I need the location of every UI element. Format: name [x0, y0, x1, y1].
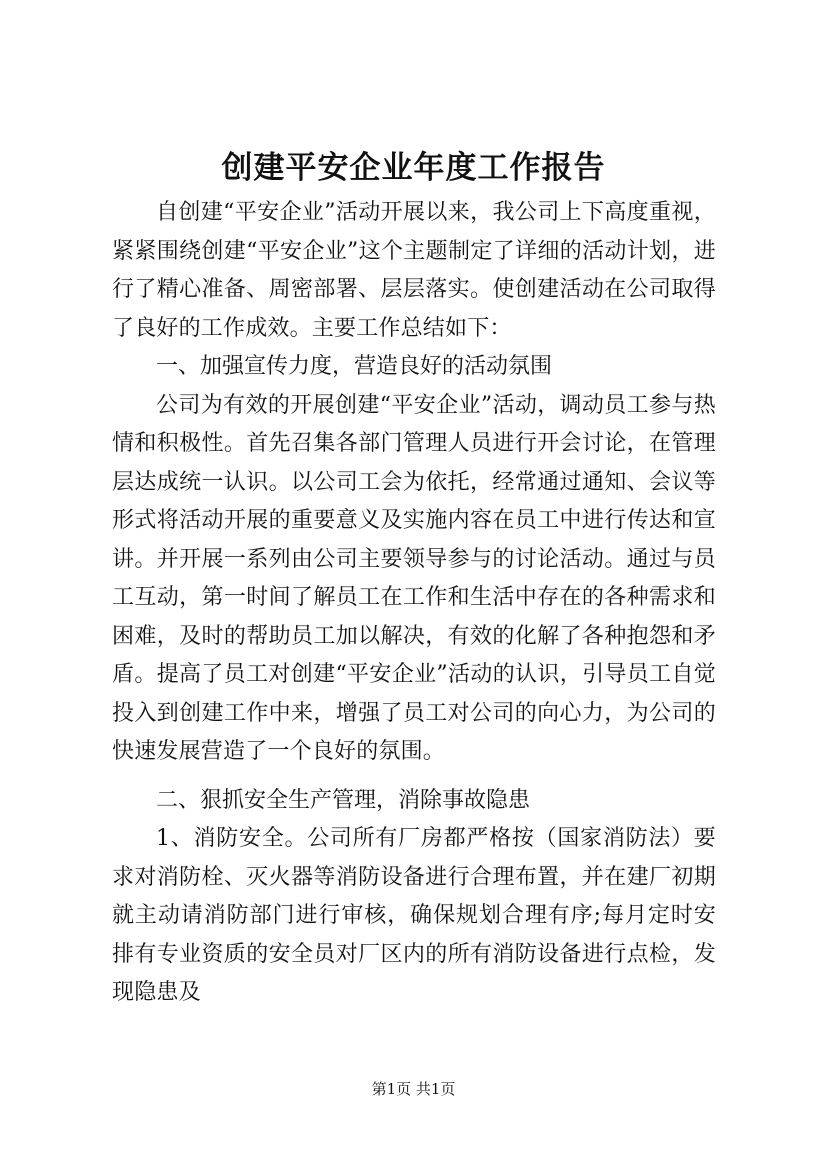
section-heading-2: 二、狠抓安全生产管理，消除事故隐患: [156, 787, 531, 813]
document-title: 创建平安企业年度工作报告: [221, 150, 606, 186]
section-1-paragraph: 公司为有效的开展创建“平安企业”活动，调动员工参与热情和积极性。首先召集各部门管理人员进行开会讨论，在管理层达成统一认识。以公司工会为依托，经常通过通知、会议等形式将活动开展的重要意义及实施内容在员工中进行传达和宣讲。并开展一系列由公司主要领导参与的讨论活动。通过与员工互动，第一时间了解员工在工作和生活中存在的各种需求和困难，及时的帮助员工加以解决，有效的化解了各种抱怨和矛盾。提高了员工对创建“平安企业”活动的认识，引导员工自觉投入到创建工作中来，增强了员工对公司的向心力，为公司的快速发展营造了一个良好的氛围。: [112, 392, 716, 764]
section-2-paragraph: 1、消防安全。公司所有厂房都严格按（国家消防法）要求对消防栓、灭火器等消防设备进行合理布置，并在建厂初期就主动请消防部门进行审核，确保规划合理有序;每月定时安排有专业资质的安全员对厂区内的所有消防设备进行点检，发现隐患及: [112, 826, 716, 1005]
intro-paragraph: 自创建“平安企业”活动开展以来，我公司上下高度重视，紧紧围绕创建“平安企业”这个主题制定了详细的活动计划，进行了精心准备、周密部署、层层落实。使创建活动在公司取得了良好的工作成效。主要工作总结如下：: [112, 200, 716, 341]
section-heading-1: 一、加强宣传力度，营造良好的活动氛围: [156, 354, 553, 379]
page-footer: 第1页 共1页: [371, 1080, 456, 1098]
document-body: [112, 194, 716, 1013]
